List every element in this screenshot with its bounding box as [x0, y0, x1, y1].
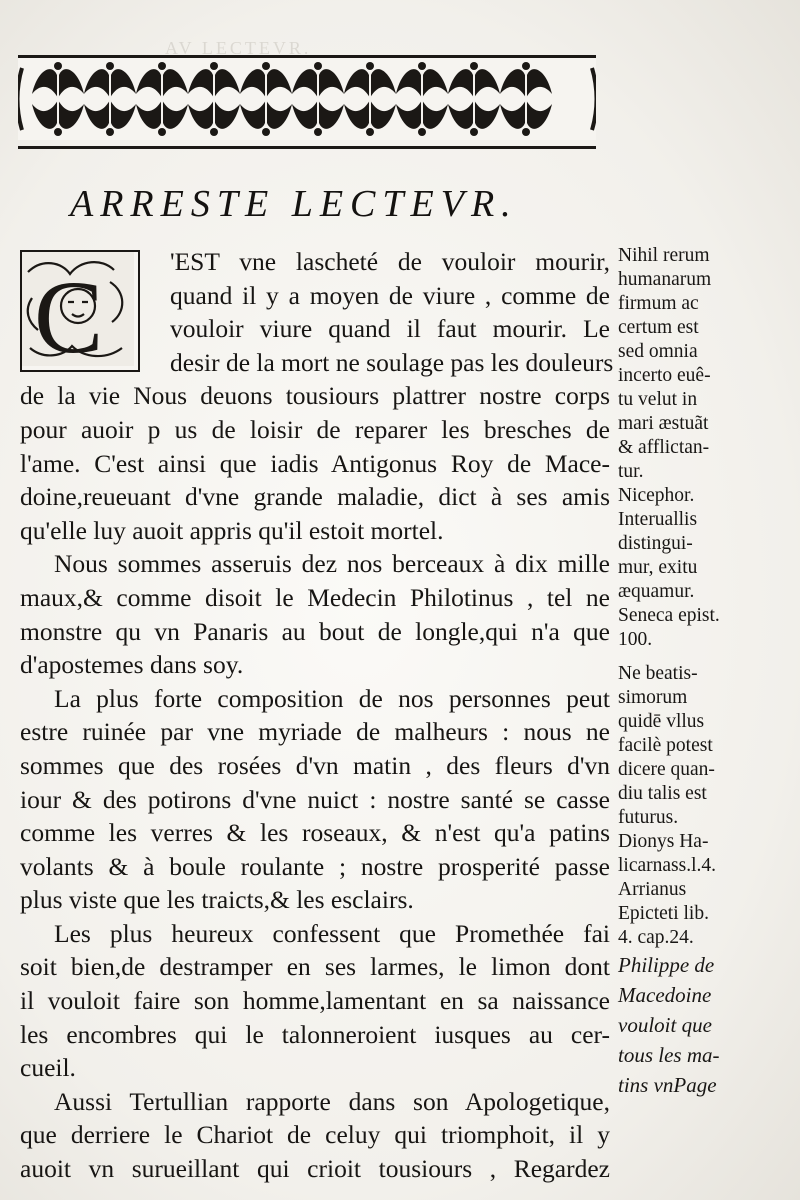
text-line: monstre qu vn Panaris au bout de longle,qui n'a que [20, 616, 610, 646]
text-line: il vouloit faire son homme,lamentant en sa naissance [20, 986, 610, 1016]
margin-note-line: distingui- [618, 533, 693, 554]
margin-note-line: sed omnia [618, 341, 698, 362]
margin-notes [618, 244, 796, 1100]
text-line: vouloir viure quand il faut mourir. Le [170, 314, 610, 344]
margin-note-italic: Philippe de [618, 953, 715, 977]
margin-note-line: facilè potest [618, 735, 713, 756]
text-line: desir de la mort ne soulage pas les douleurs [170, 347, 614, 377]
margin-note-line: licarnass.l.4. [618, 855, 717, 876]
text-line: l'ame. C'est ainsi que iadis Antigonus Roy de Mace- [20, 448, 610, 478]
margin-note-line: 100. [618, 629, 653, 650]
text-line: comme les verres & les roseaux, & n'est qu'a patins [20, 818, 610, 848]
margin-note-italic: Macedoine [618, 983, 712, 1007]
text-line: volants & à boule roulante ; nostre prosperité passe [20, 851, 610, 881]
margin-note-line: Seneca epist. [618, 605, 720, 626]
text-line: de la vie Nous deuons tousiours plattrer nostre corps [20, 381, 610, 411]
margin-note-line: quidē vllus [618, 711, 705, 732]
margin-note-line: humanarum [618, 269, 712, 290]
text-line: que derriere le Chariot de celuy qui triomphoit, il y [20, 1120, 610, 1150]
page-title: ARRESTE LECTEVR. [70, 183, 518, 225]
margin-note-line: incerto euê- [618, 365, 711, 386]
text-line: soit bien,de destramper en ses larmes, le limon dont [20, 952, 610, 982]
margin-note-line: & afflictan- [618, 437, 710, 458]
text-line: Aussi Tertullian rapporte dans son Apologetique, [54, 1086, 610, 1116]
text-line: La plus forte composition de nos personnes peut [54, 683, 610, 713]
margin-note-italic: vouloit que [618, 1013, 712, 1037]
text-line: estre ruinée par vne myriade de malheurs : nous ne [20, 717, 610, 747]
margin-note-line: Interuallis [618, 509, 698, 530]
margin-note-line: simorum [618, 687, 688, 708]
text-line: doine,reueuant d'vne grande maladie, dict à ses amis [20, 482, 610, 512]
text-line: maux,& comme disoit le Medecin Philotinus , tel ne [20, 582, 610, 612]
margin-note-line: Dionys Ha- [618, 831, 709, 852]
margin-note-line: tur. [618, 461, 644, 482]
margin-note-line: mari æstuãt [618, 413, 709, 434]
text-line: cueil. [20, 1053, 76, 1083]
text-line: d'apostemes dans soy. [20, 650, 244, 680]
margin-note-line: æquamur. [618, 581, 695, 602]
text-line: qu'elle luy auoit appris qu'il estoit mortel. [20, 515, 444, 545]
margin-note-line: firmum ac [618, 293, 699, 314]
text-line: sommes que des rosées d'vn matin , des fleurs d'vn [20, 750, 610, 780]
margin-note-line: mur, exitu [618, 557, 698, 578]
text-line: Les plus heureux confessent que Promethée fai [54, 918, 610, 948]
show-through-heading: AV LECTEVR. [165, 38, 312, 58]
text-line: plus viste que les traicts,& les esclairs. [20, 885, 414, 915]
text-line: pour auoir p us de loisir de reparer les bresches de [20, 414, 610, 444]
margin-note-line: Epicteti lib. [618, 903, 709, 924]
text-line: 'EST vne lascheté de vouloir mourir, [170, 247, 610, 276]
dropcap-letter: C [34, 260, 104, 366]
text-line: Nous sommes asseruis dez nos berceaux à dix mille [54, 549, 610, 579]
text-line: quand il y a moyen de viure , comme de [170, 280, 610, 310]
margin-note-line: Arrianus [618, 879, 687, 900]
margin-note-italic: tins vnPage [618, 1073, 717, 1097]
ornamental-headpiece [18, 55, 596, 149]
main-text-column [20, 245, 614, 1186]
text-line: auoit vn surueillant qui crioit tousiours , Regardez [20, 1154, 610, 1184]
margin-note-italic: tous les ma- [618, 1043, 720, 1067]
margin-note-line: 4. cap.24. [618, 927, 694, 948]
margin-note-line: Nihil rerum [618, 245, 710, 266]
text-line: les encombres qui le talonneroient iusques au cer- [20, 1019, 610, 1049]
margin-note-line: certum est [618, 317, 699, 338]
margin-note-line: dicere quan- [618, 759, 715, 780]
margin-note-line: diu talis est [618, 783, 707, 804]
margin-note-line: Nicephor. [618, 485, 695, 506]
text-line: iour & des potirons d'vne nuict : nostre santé se casse [20, 784, 610, 814]
margin-note-line: futurus. [618, 807, 679, 828]
margin-note-line: Ne beatis- [618, 663, 698, 684]
margin-note-line: tu velut in [618, 389, 698, 410]
